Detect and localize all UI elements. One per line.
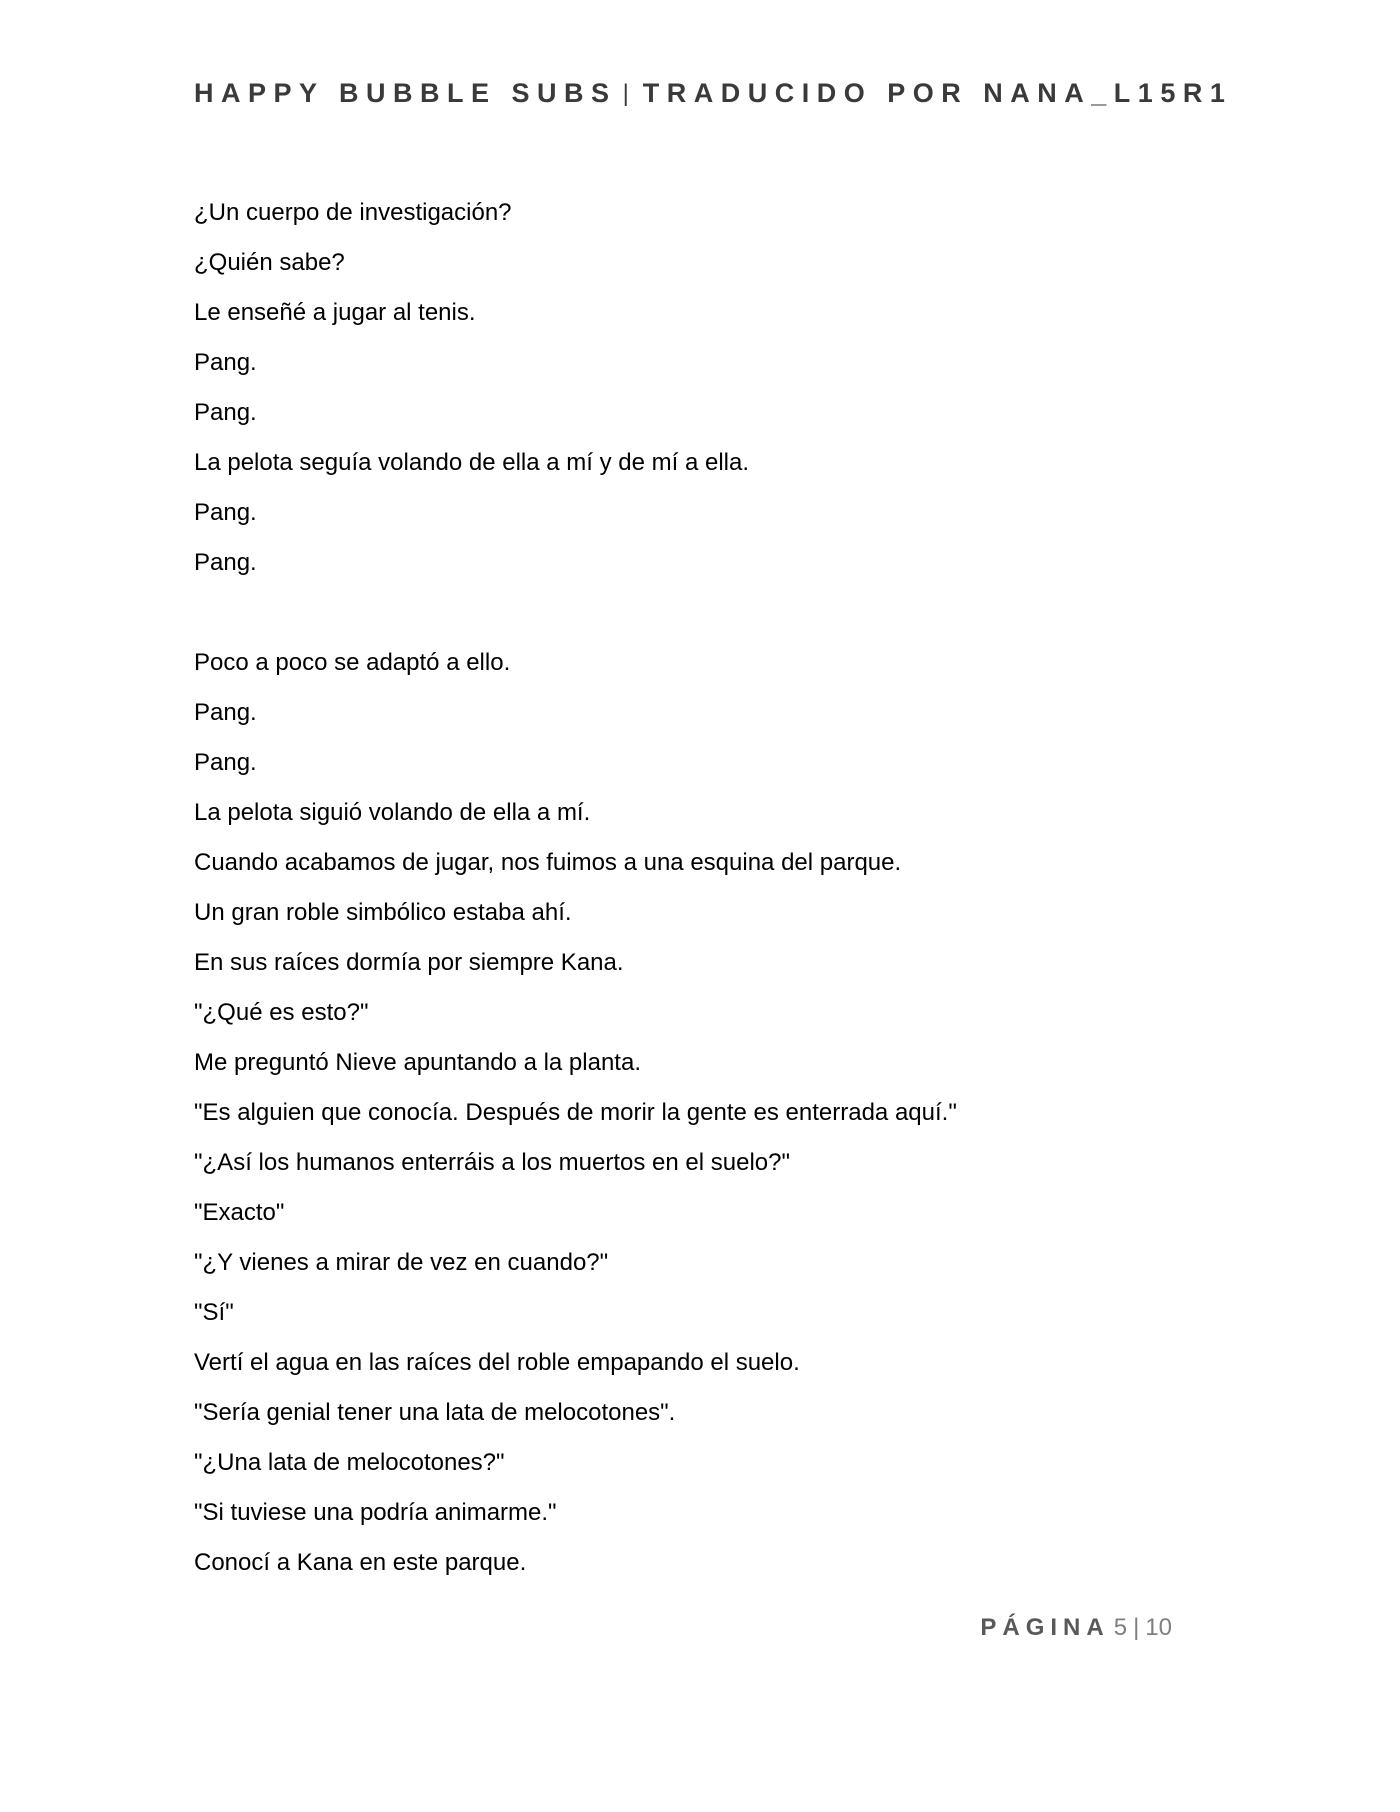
header-translator: TRADUCIDO POR NANA_L15R1 — [642, 78, 1233, 108]
text-line: La pelota siguió volando de ella a mí. — [194, 799, 591, 826]
text-line: "Si tuviese una podría animarme." — [194, 1499, 557, 1526]
text-line: "Es alguien que conocía. Después de morir la gente es enterrada aquí." — [194, 1099, 957, 1126]
footer-page-label: PÁGINA — [980, 1614, 1110, 1641]
text-line: ¿Quién sabe? — [194, 249, 345, 276]
header-separator: | — [622, 80, 629, 107]
text-line: "Sería genial tener una lata de melocotones". — [194, 1399, 676, 1426]
text-line: Pang. — [194, 749, 257, 776]
document-body — [194, 188, 1214, 1588]
text-line: "¿Y vienes a mirar de vez en cuando?" — [194, 1249, 609, 1276]
text-line: Vertí el agua en las raíces del roble empapando el suelo. — [194, 1349, 800, 1376]
text-line: Cuando acabamos de jugar, nos fuimos a una esquina del parque. — [194, 849, 902, 876]
text-line: Pang. — [194, 699, 257, 726]
text-line: La pelota seguía volando de ella a mí y de mí a ella. — [194, 449, 750, 476]
text-line: Conocí a Kana en este parque. — [194, 1549, 527, 1576]
text-line: "Exacto" — [194, 1199, 285, 1226]
text-line: Poco a poco se adaptó a ello. — [194, 649, 511, 676]
text-line: "¿Qué es esto?" — [194, 999, 369, 1026]
text-line: "Sí" — [194, 1299, 234, 1326]
footer-separator: | — [1133, 1614, 1140, 1641]
text-line: Pang. — [194, 349, 257, 376]
text-line: En sus raíces dormía por siempre Kana. — [194, 949, 624, 976]
blank-line — [194, 588, 1214, 638]
page-header — [194, 78, 1294, 109]
text-line: Pang. — [194, 399, 257, 426]
footer-page-total: 10 — [1145, 1614, 1172, 1641]
text-line: Me preguntó Nieve apuntando a la planta. — [194, 1049, 641, 1076]
page-footer — [980, 1614, 1172, 1642]
text-line: ¿Un cuerpo de investigación? — [194, 199, 512, 226]
text-line: Pang. — [194, 549, 257, 576]
text-line: "¿Una lata de melocotones?" — [194, 1449, 505, 1476]
footer-page-number: 5 — [1113, 1614, 1128, 1641]
header-publisher: HAPPY BUBBLE SUBS — [194, 78, 617, 108]
text-line: Pang. — [194, 499, 257, 526]
text-line: "¿Así los humanos enterráis a los muertos en el suelo?" — [194, 1149, 790, 1176]
text-line: Un gran roble simbólico estaba ahí. — [194, 899, 572, 926]
text-line: Le enseñé a jugar al tenis. — [194, 299, 476, 326]
